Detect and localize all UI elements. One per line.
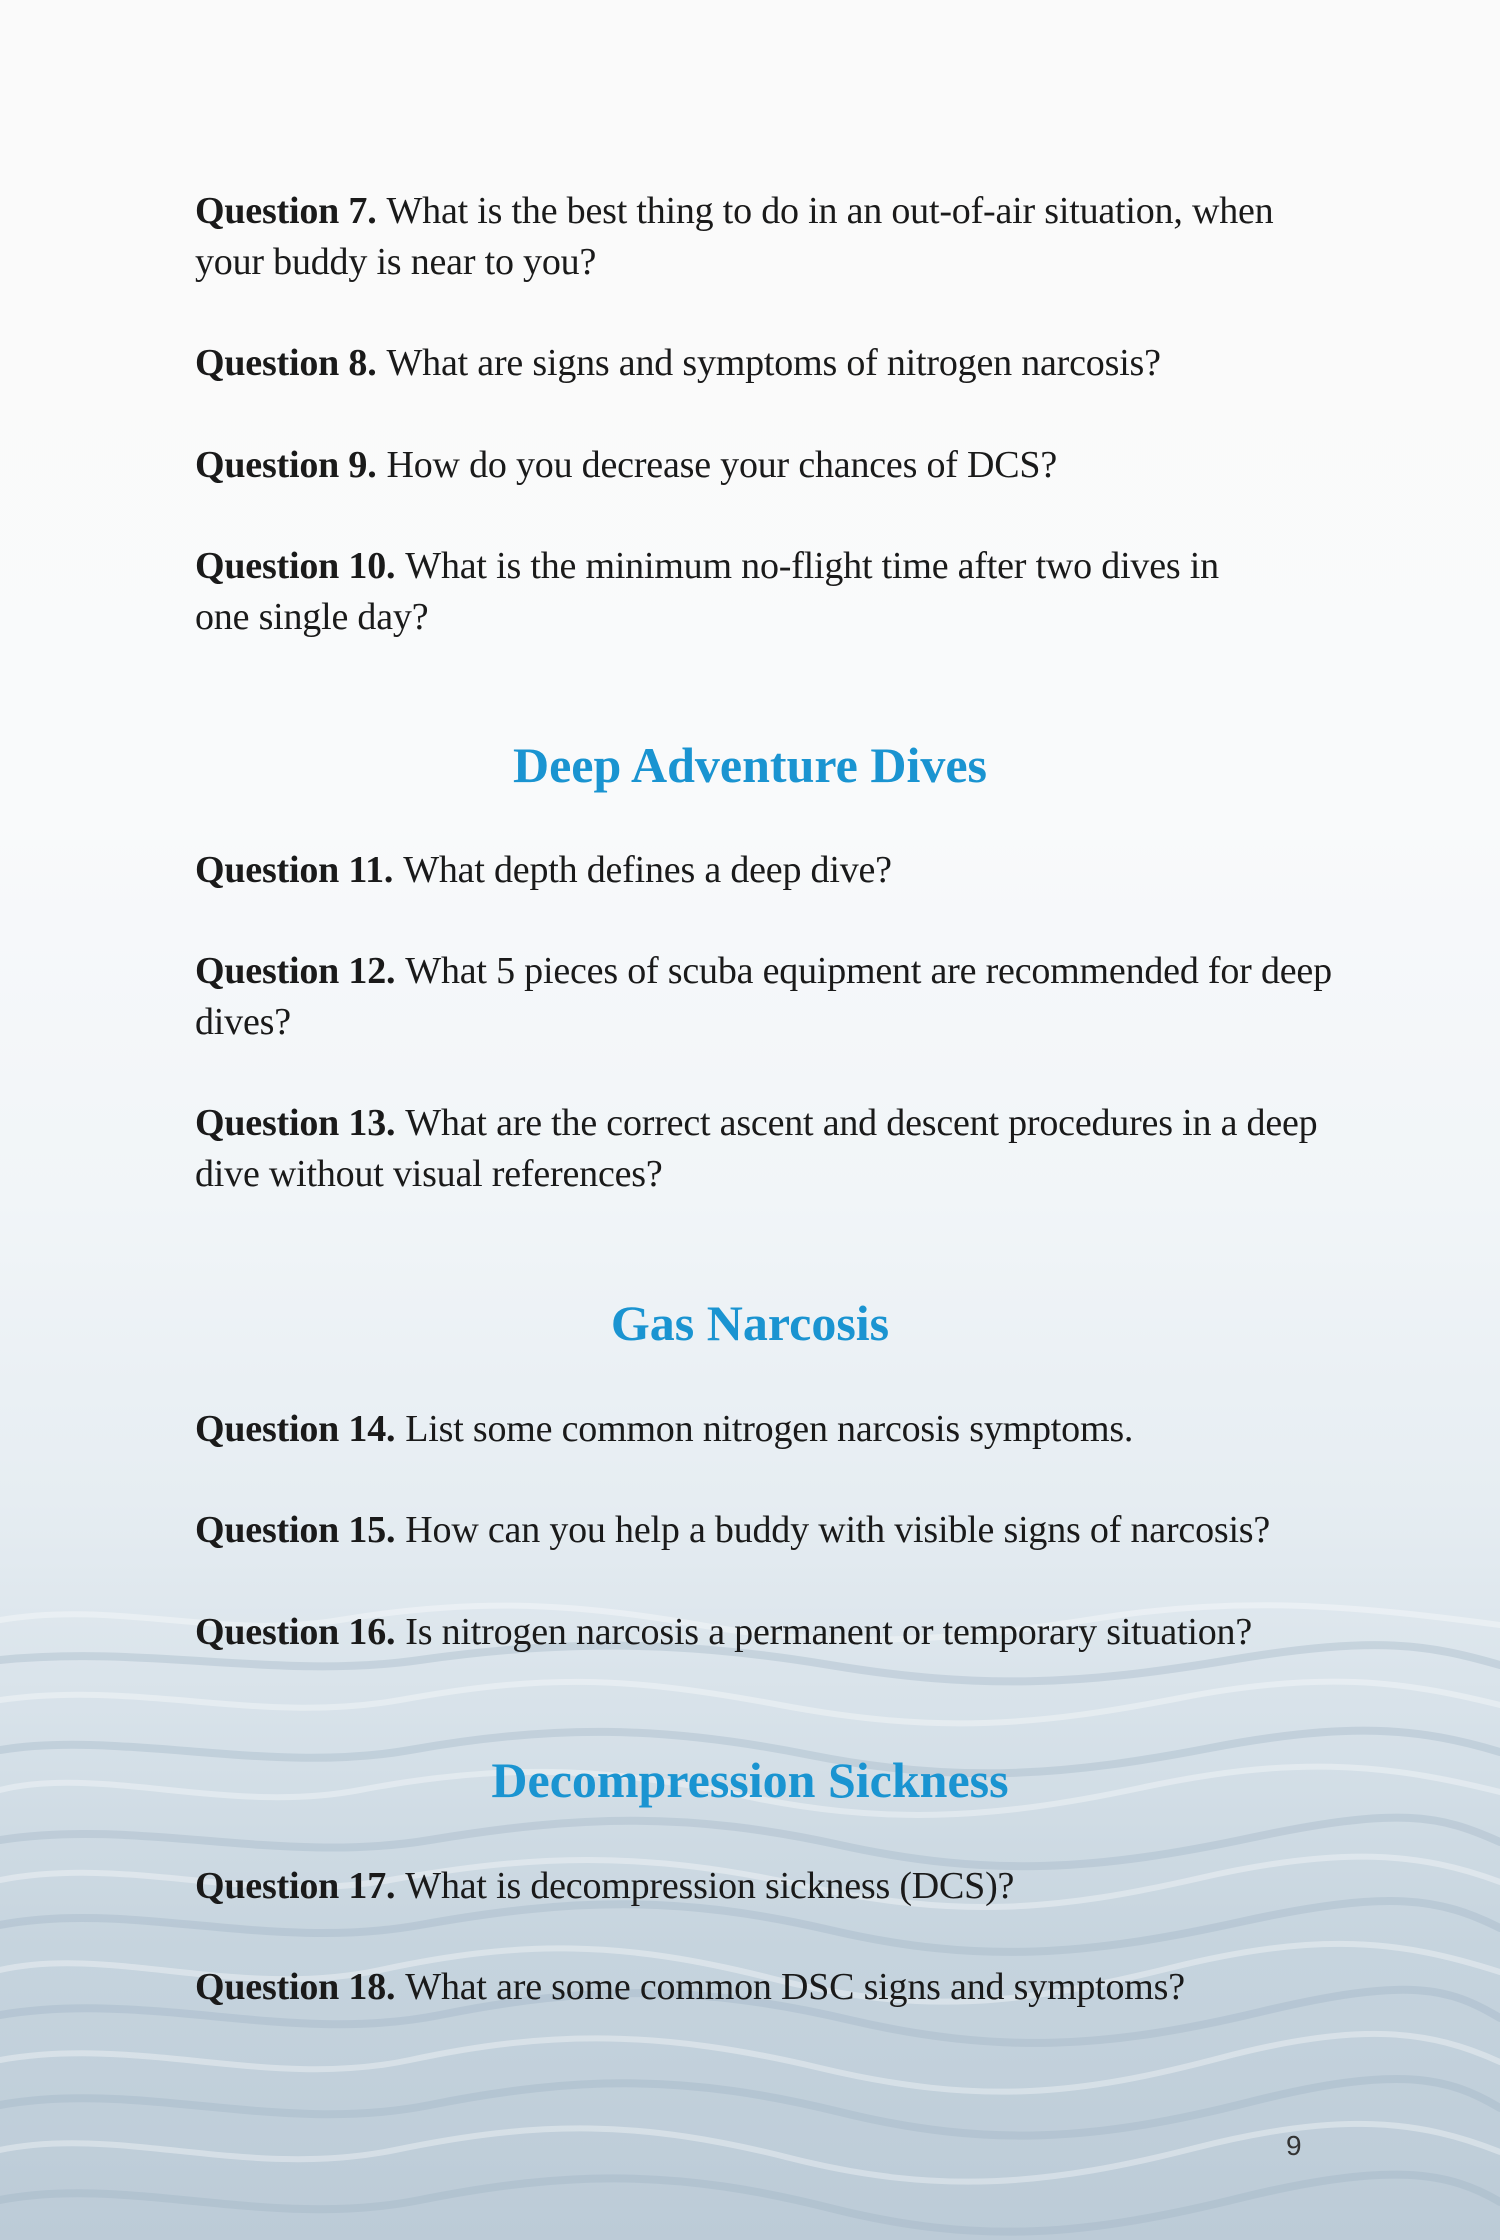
question-text: What 5 pieces of scuba equipment are recommended for deep dives?: [195, 950, 1332, 1043]
section-heading-deep-adventure-dives: Deep Adventure Dives: [512, 737, 988, 793]
question-18: [195, 1962, 1345, 2013]
section-heading-gas-narcosis: Gas Narcosis: [610, 1295, 890, 1351]
question-15: [195, 1505, 1345, 1556]
question-12: [195, 946, 1345, 1048]
question-label: Question 9.: [195, 444, 377, 486]
question-label: Question 14.: [195, 1408, 396, 1450]
question-9: [195, 440, 1345, 491]
question-label: Question 8.: [195, 342, 377, 384]
question-13: [195, 1098, 1345, 1200]
question-8: [195, 338, 1345, 389]
question-label: Question 16.: [195, 1611, 396, 1653]
question-text: What is the minimum no-flight time after two dives in one single day?: [195, 545, 1219, 638]
question-text: How can you help a buddy with visible signs of narcosis?: [405, 1509, 1271, 1551]
page-number: 9: [1286, 2130, 1302, 2161]
question-11: [195, 845, 1345, 896]
question-label: Question 12.: [195, 950, 396, 992]
question-14: [195, 1404, 1345, 1455]
question-10: [195, 541, 1245, 643]
question-text: What is the best thing to do in an out-of-air situation, when your buddy is near to you?: [195, 190, 1274, 283]
question-text: What are some common DSC signs and symptoms?: [405, 1966, 1185, 2008]
question-text: What is decompression sickness (DCS)?: [405, 1865, 1015, 1907]
section-heading-decompression-sickness: Decompression Sickness: [491, 1752, 1009, 1808]
question-text: How do you decrease your chances of DCS?: [386, 444, 1058, 486]
question-7: [195, 186, 1345, 288]
question-text: Is nitrogen narcosis a permanent or temporary situation?: [405, 1611, 1252, 1653]
question-text: List some common nitrogen narcosis symptoms.: [405, 1408, 1134, 1450]
question-label: Question 11.: [195, 849, 394, 891]
question-text: What are signs and symptoms of nitrogen narcosis?: [386, 342, 1161, 384]
question-label: Question 13.: [195, 1102, 396, 1144]
question-label: Question 10.: [195, 545, 396, 587]
question-text: What depth defines a deep dive?: [403, 849, 892, 891]
question-17: [195, 1861, 1345, 1912]
question-label: Question 15.: [195, 1509, 396, 1551]
question-label: Question 7.: [195, 190, 377, 232]
question-text: What are the correct ascent and descent procedures in a deep dive without visual references?: [195, 1102, 1318, 1195]
question-16: [195, 1607, 1345, 1658]
question-label: Question 17.: [195, 1865, 396, 1907]
question-label: Question 18.: [195, 1966, 396, 2008]
